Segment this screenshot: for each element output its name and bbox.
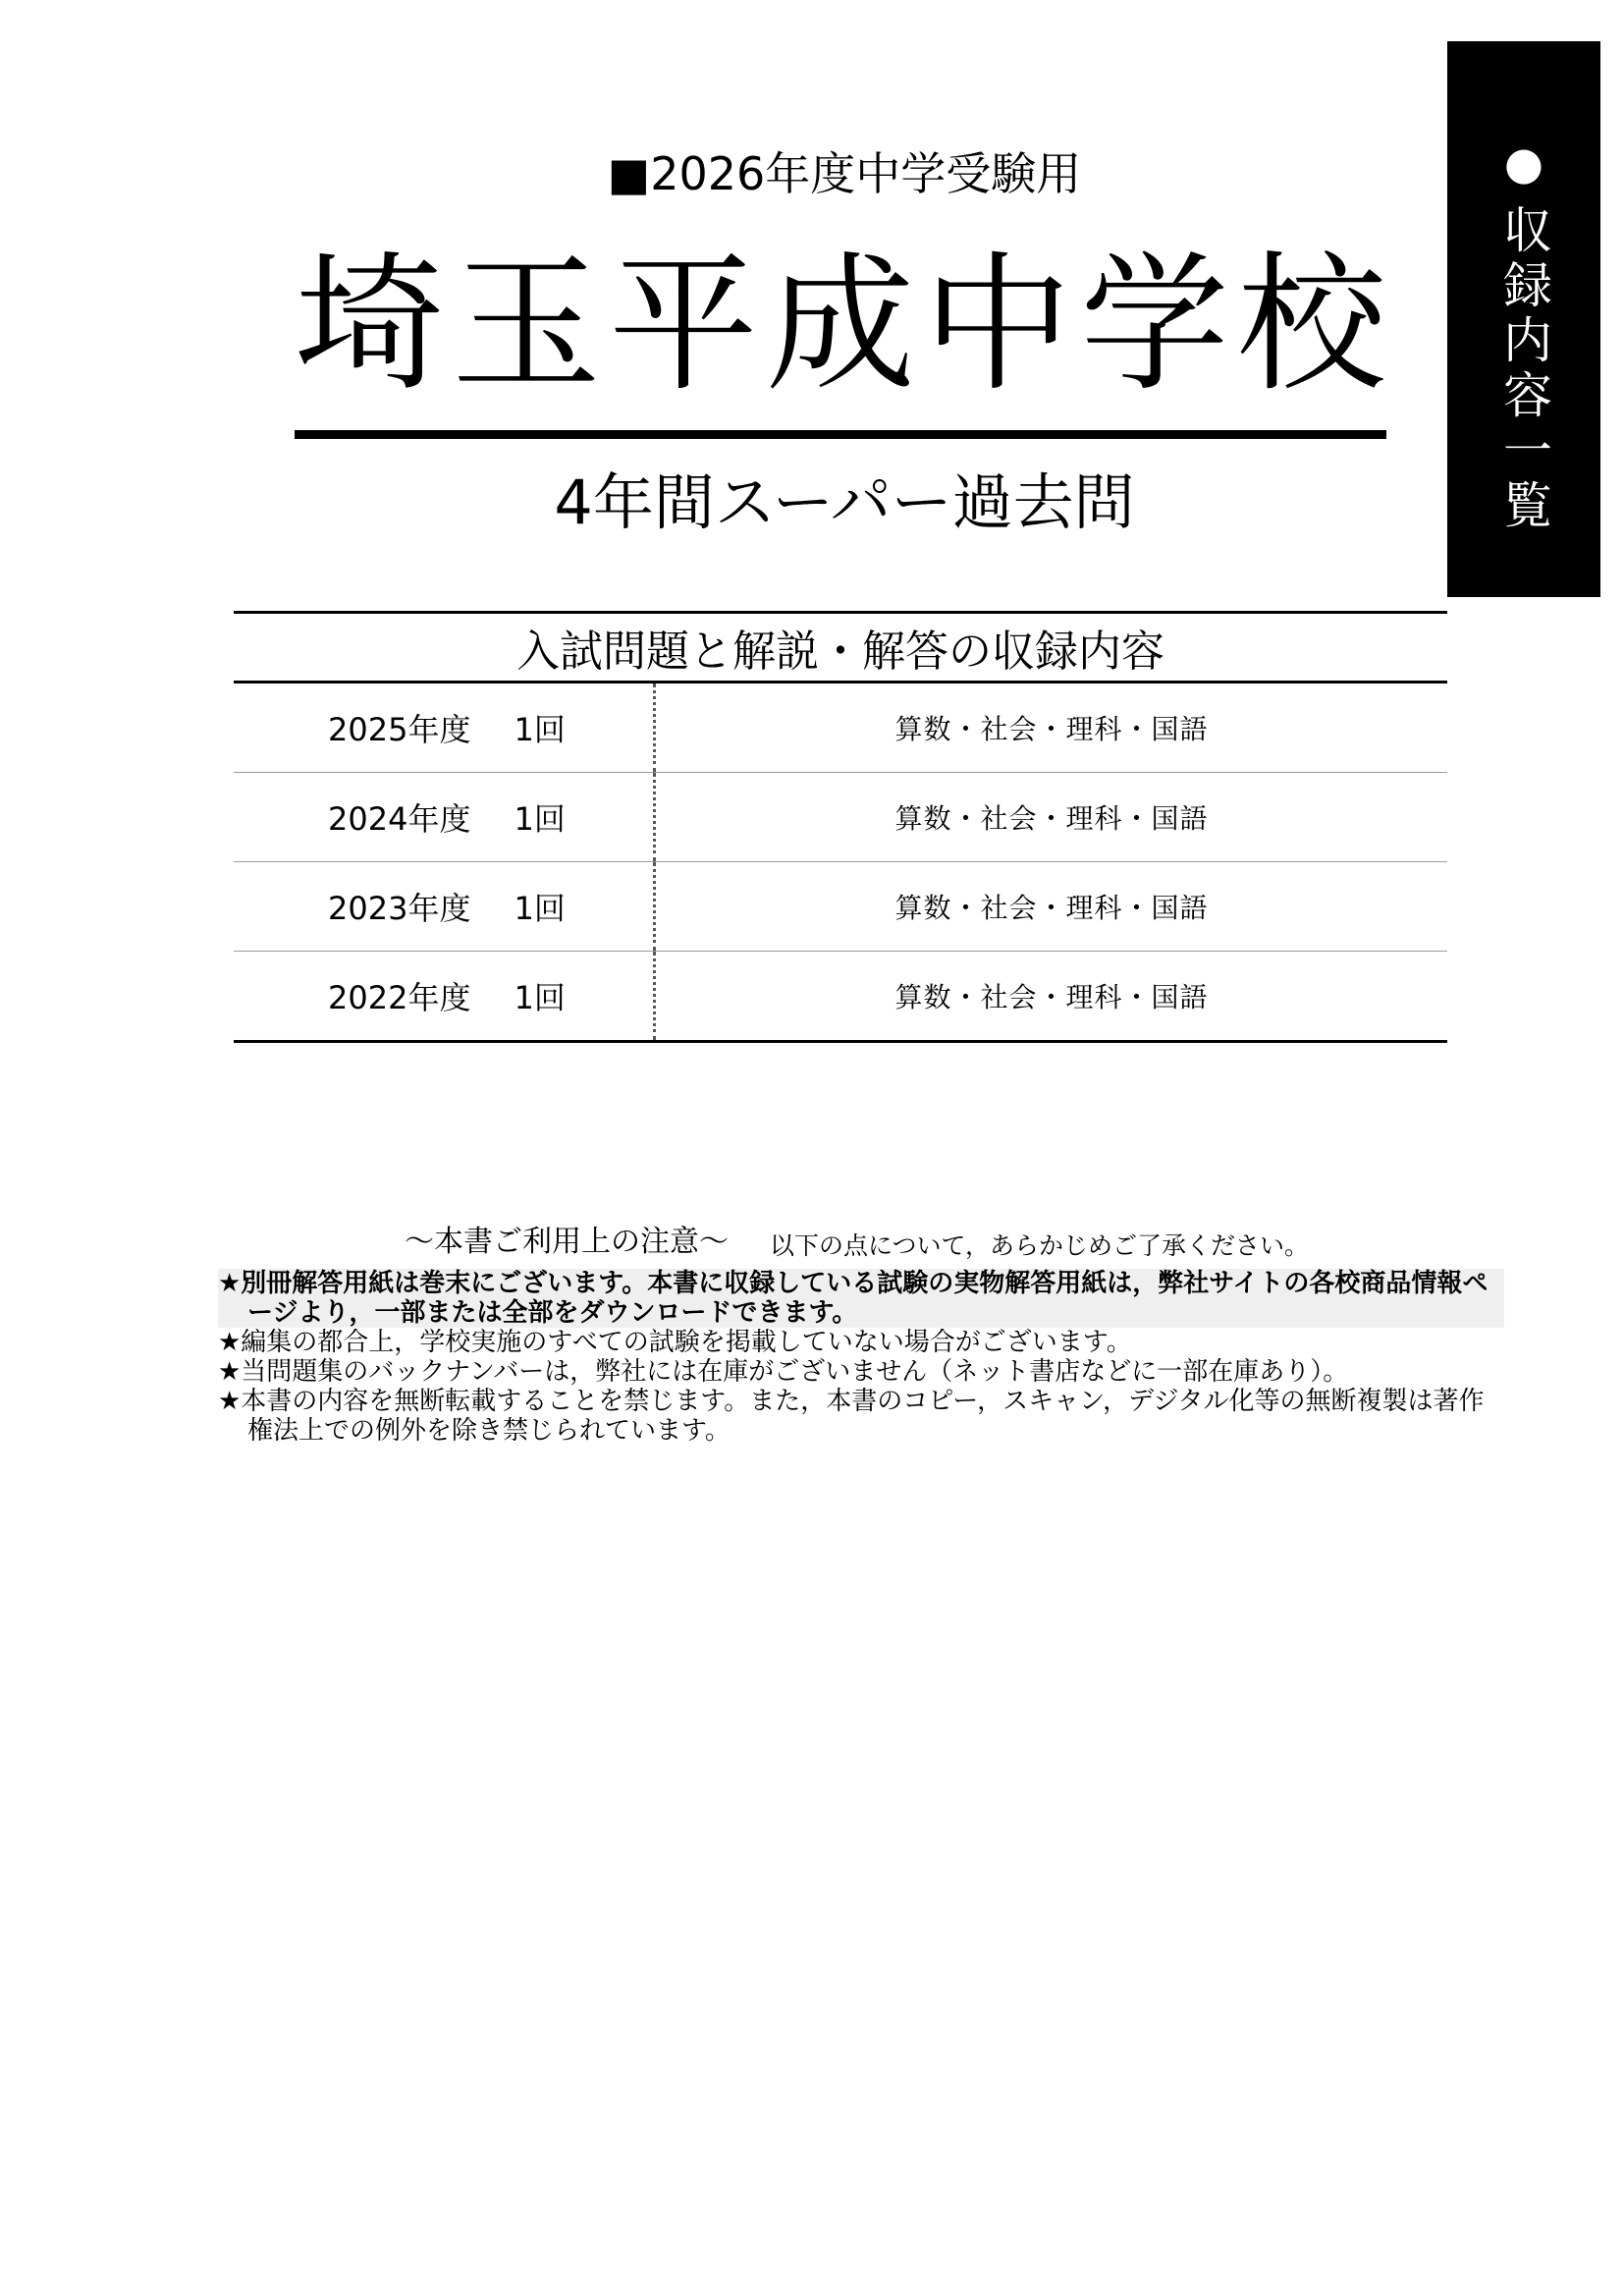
note-item: ★本書の内容を無断転載することを禁じます。また，本書のコピー，スキャン，デジタル化等の無断複製は著作権法上での例外を除き禁じられています。 xyxy=(218,1387,1485,1446)
note-item: ★別冊解答用紙は巻末にございます。本書に収録している試験の実物解答用紙は，弊社サイトの各校商品情報ページより，一部または全部をダウンロードできます。 xyxy=(218,1269,1504,1328)
table-row xyxy=(234,773,1447,862)
notes-header xyxy=(405,1225,1504,1261)
exam-round: 1回 xyxy=(514,890,566,927)
exam-subjects: 算数・社会・理科・国語 xyxy=(894,892,1209,924)
contents-heading: 入試問題と解説・解答の収録内容 xyxy=(234,611,1447,683)
table-row xyxy=(234,683,1447,773)
table-row xyxy=(234,952,1447,1043)
exam-round: 1回 xyxy=(514,979,566,1016)
notes-intro: 以下の点について，あらかじめご了承ください。 xyxy=(770,1231,1310,1260)
exam-year-cell xyxy=(234,773,656,861)
side-tab-label: 収録内容一覧 xyxy=(1495,204,1552,534)
usage-notes xyxy=(218,1225,1504,1446)
exam-subjects: 算数・社会・理科・国語 xyxy=(894,981,1209,1013)
school-title: 埼玉平成中学校 xyxy=(295,238,1394,411)
edition-label: ■2026年度中学受験用 xyxy=(607,147,1082,200)
exam-round: 1回 xyxy=(514,800,566,838)
exam-year-cell xyxy=(234,683,656,772)
exam-year: 2024年度 xyxy=(328,800,471,838)
notes-title: 〜本書ご利用上の注意〜 xyxy=(405,1225,729,1259)
bullet-icon: ● xyxy=(1503,137,1544,190)
book-subtitle: 4年間スーパー過去問 xyxy=(554,466,1135,538)
note-item: ★編集の都合上，学校実施のすべての試験を掲載していない場合がございます。 xyxy=(218,1328,1132,1357)
exam-subjects: 算数・社会・理科・国語 xyxy=(894,713,1209,745)
contents-table xyxy=(234,611,1447,1043)
exam-subjects: 算数・社会・理科・国語 xyxy=(894,802,1209,835)
table-row xyxy=(234,862,1447,952)
exam-year: 2025年度 xyxy=(328,711,471,748)
exam-year-cell xyxy=(234,952,656,1040)
contents-side-tab xyxy=(1447,41,1600,597)
exam-year-cell xyxy=(234,862,656,951)
exam-year: 2022年度 xyxy=(328,979,471,1016)
title-divider xyxy=(295,430,1386,439)
exam-year: 2023年度 xyxy=(328,890,471,927)
note-item: ★当問題集のバックナンバーは，弊社には在庫がございません（ネット書店などに一部在庫あり）。 xyxy=(218,1357,1349,1387)
exam-round: 1回 xyxy=(514,711,566,748)
